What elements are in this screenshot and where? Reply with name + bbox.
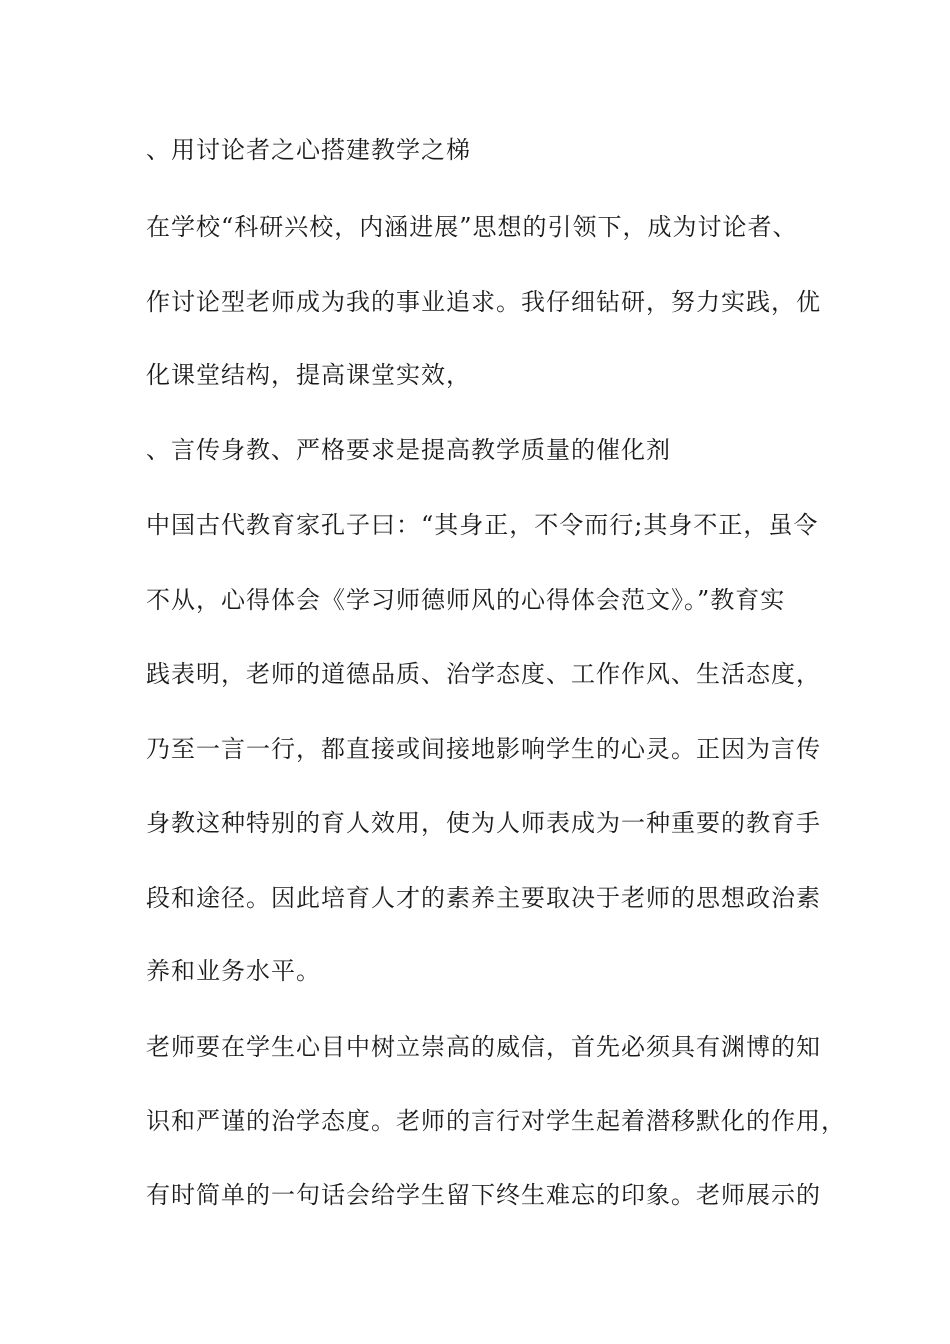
paragraph-line: 在学校“科研兴校，内涵进展”思想的引领下，成为讨论者、 — [146, 213, 798, 241]
paragraph-line: 身教这种特别的育人效用，使为人师表成为一种重要的教育手 — [146, 809, 821, 837]
section-heading-2: 、言传身教、严格要求是提高教学质量的催化剂 — [146, 436, 671, 464]
paragraph-line: 践表明，老师的道德品质、治学态度、工作作风、生活态度， — [146, 660, 821, 688]
paragraph-line: 识和严谨的治学态度。老师的言行对学生起着潜移默化的作用， — [146, 1107, 846, 1135]
paragraph-line: 化课堂结构，提高课堂实效， — [146, 361, 471, 389]
paragraph-line: 中国古代教育家孔子曰：“其身正，不令而行;其身不正，虽令 — [146, 511, 819, 539]
paragraph-line: 不从，心得体会《学习师德师风的心得体会范文》。”教育实 — [146, 586, 786, 614]
paragraph-line: 乃至一言一行，都直接或间接地影响学生的心灵。正因为言传 — [146, 735, 821, 763]
paragraph-line: 段和途径。因此培育人才的素养主要取决于老师的思想政治素 — [146, 884, 821, 912]
paragraph-line: 养和业务水平。 — [146, 957, 321, 985]
paragraph-line: 老师要在学生心目中树立崇高的威信，首先必须具有渊博的知 — [146, 1033, 821, 1061]
paragraph-line: 有时简单的一句话会给学生留下终生难忘的印象。老师展示的 — [146, 1181, 821, 1209]
paragraph-line: 作讨论型老师成为我的事业追求。我仔细钻研，努力实践，优 — [146, 288, 821, 316]
section-heading-1: 、用讨论者之心搭建教学之梯 — [146, 136, 471, 164]
